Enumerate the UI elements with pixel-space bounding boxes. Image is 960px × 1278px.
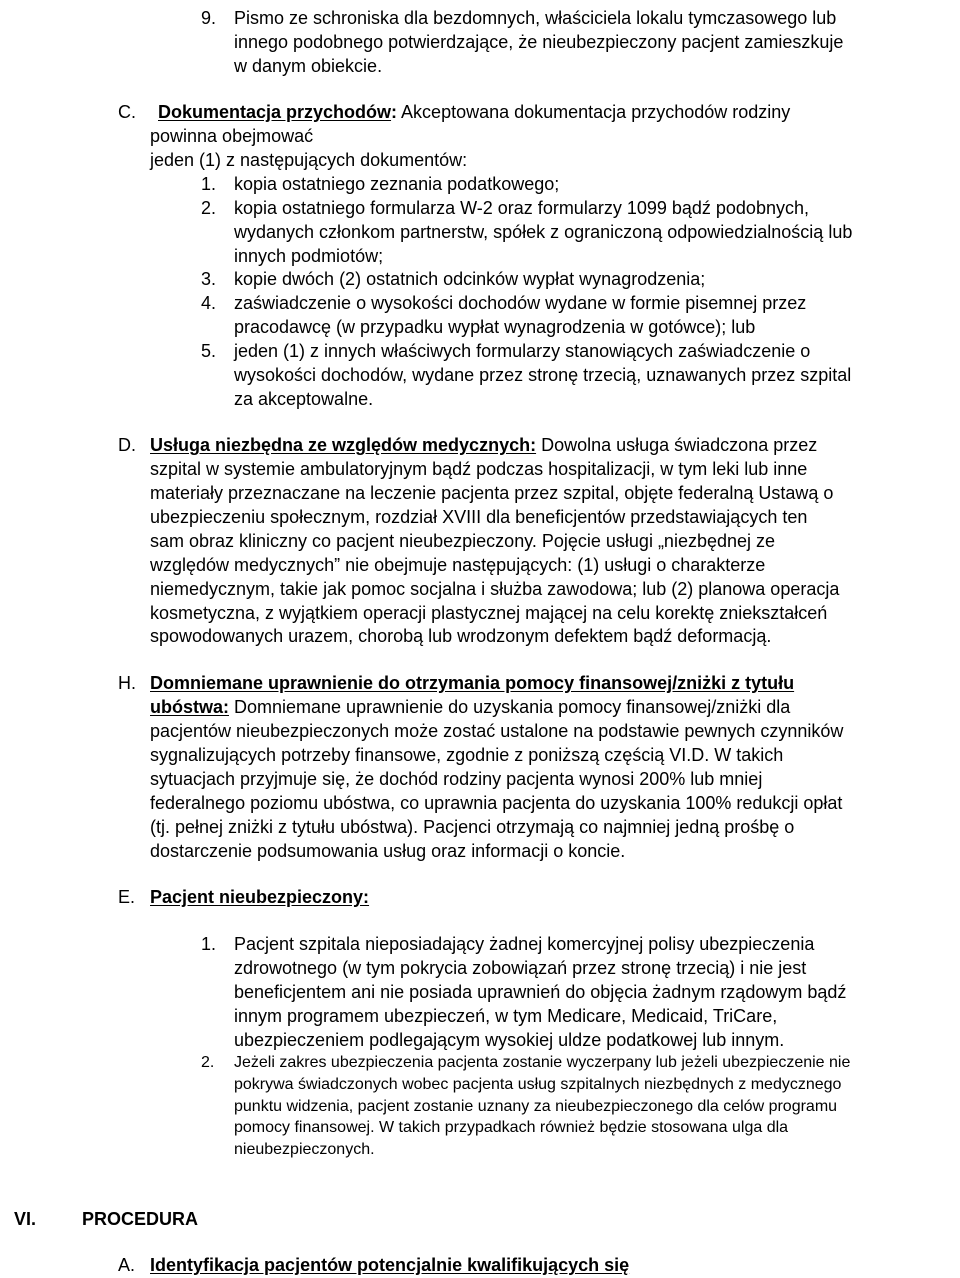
c-item-3-number: 3. xyxy=(201,269,217,289)
c-item-1-number: 1. xyxy=(201,174,217,194)
c-item-2-number: 2. xyxy=(201,198,217,218)
section-e-letter: E. xyxy=(118,887,136,907)
section-a-letter: A. xyxy=(118,1255,136,1275)
section-d-line-7: kosmetyczna, z wyjątkiem operacji plastycznej mającej na celu korektę zniekształceń xyxy=(150,603,828,623)
section-h-heading-1: Domniemane uprawnienie do otrzymania pomocy finansowej/zniżki z tytułu xyxy=(150,673,795,693)
section-h-letter: H. xyxy=(118,673,136,693)
c-item-2-line-1: kopia ostatniego formularza W-2 oraz formularzy 1099 bądź podobnych, xyxy=(234,198,809,218)
section-d-line-3: ubezpieczeniu społecznym, rozdział XVIII dla beneficjentów przedstawiających ten xyxy=(150,507,808,527)
section-c-colon: : xyxy=(391,102,398,122)
section-h-line-3: sytuacjach przyjmuje się, że dochód rodziny pacjenta wynosi 200% lub mniej xyxy=(150,769,763,789)
e-item-1-line-5: ubezpieczeniem podlegającym wysokiej uldze podatkowej lub innym. xyxy=(234,1030,785,1050)
c-item-2-line-3: innych podmiotów; xyxy=(234,246,384,266)
e-item-2-line-1: Jeżeli zakres ubezpieczenia pacjenta zostanie wyczerpany lub jeżeli ubezpieczenie nie xyxy=(234,1054,851,1071)
c-item-4-line-1: zaświadczenie o wysokości dochodów wydane w formie pisemnej przez xyxy=(234,293,807,313)
section-a-heading: Identyfikacja pacjentów potencjalnie kwalifikujących się xyxy=(150,1255,630,1275)
section-d-line-2: materiały przeznaczane na leczenie pacjenta przez szpital, objęte federalną Ustawą o xyxy=(150,483,834,503)
c-item-2-line-2: wydanych członkom partnerstw, spółek z ograniczoną odpowiedzialnością lub xyxy=(234,222,853,242)
c-item-3-line-1: kopie dwóch (2) ostatnich odcinków wypłat wynagrodzenia; xyxy=(234,269,706,289)
section-h-line-5: (tj. pełnej zniżki z tytułu ubóstwa). Pacjenci otrzymają co najmniej jedną prośbę o xyxy=(150,817,795,837)
e-item-2-line-4: pomocy finansowej. W takich przypadkach również będzie stosowana ulga dla xyxy=(234,1119,789,1136)
section-d-line-5: względów medycznych” nie obejmuje następujących: (1) usługi o charakterze xyxy=(150,555,766,575)
section-h-line-4: federalnego poziomu ubóstwa, co uprawnia pacjenta do uzyskania 100% redukcji opłat xyxy=(150,793,843,813)
section-h-heading-2: ubóstwa: xyxy=(150,697,229,717)
e-item-1-line-4: innym programem ubezpieczeń, w tym Medicare, Medicaid, TriCare, xyxy=(234,1006,778,1026)
section-e-heading: Pacjent nieubezpieczony: xyxy=(150,887,370,907)
e-item-1-number: 1. xyxy=(201,934,217,954)
item-9-line-2: innego podobnego potwierdzające, że nieubezpieczony pacjent zamieszkuje xyxy=(234,32,844,52)
e-item-2-line-5: nieubezpieczonych. xyxy=(234,1141,375,1158)
section-c-letter: C. xyxy=(118,102,136,122)
c-item-1-line-1: kopia ostatniego zeznania podatkowego; xyxy=(234,174,560,194)
e-item-2-number: 2. xyxy=(201,1054,215,1071)
section-c-line-1: powinna obejmować xyxy=(150,126,314,146)
section-d-heading: Usługa niezbędna ze względów medycznych: xyxy=(150,435,537,455)
e-item-1-line-1: Pacjent szpitala nieposiadający żadnej komercyjnej polisy ubezpieczenia xyxy=(234,934,815,954)
section-c-line-2: jeden (1) z następujących dokumentów: xyxy=(150,150,468,170)
section-d-letter: D. xyxy=(118,435,136,455)
c-item-5-line-1: jeden (1) z innych właściwych formularzy stanowiących zaświadczenie o xyxy=(234,341,811,361)
c-item-5-number: 5. xyxy=(201,341,217,361)
e-item-1-line-2: zdrowotnego (w tym pokrycia zobowiązań przez stronę trzecią) i nie jest xyxy=(234,958,807,978)
section-c-heading: Dokumentacja przychodów xyxy=(158,102,392,122)
c-item-5-line-2: wysokości dochodów, wydane przez stronę trzecią, uznawanych przez szpital xyxy=(234,365,852,385)
section-c-lead: Akceptowana dokumentacja przychodów rodziny xyxy=(397,102,791,122)
section-h-line-2: sygnalizujących potrzeby finansowe, zgodnie z poniższą częścią VI.D. W takich xyxy=(150,745,784,765)
section-d-line-1: szpital w systemie ambulatoryjnym bądź podczas hospitalizacji, w tym leki lub inne xyxy=(150,459,808,479)
section-h-second-line xyxy=(150,698,790,716)
e-item-1-line-3: beneficjentem ani nie posiada uprawnień do objęcia żadnym rządowym bądź xyxy=(234,982,847,1002)
section-vi-number: VI. xyxy=(14,1209,37,1229)
c-item-5-line-3: za akceptowalne. xyxy=(234,389,374,409)
e-item-2-line-3: punktu widzenia, pacjent zostanie uznany za nieubezpieczonego dla celów programu xyxy=(234,1098,838,1115)
section-d-line-6: niemedycznym, takie jak pomoc socjalna i służba zawodowa; lub (2) planowa operacja xyxy=(150,579,840,599)
section-h-lead: Domniemane uprawnienie do uzyskania pomocy finansowej/zniżki dla xyxy=(229,697,791,717)
section-d-first-line xyxy=(150,436,817,454)
section-h-line-6: dostarczenie podsumowania usług oraz informacji o koncie. xyxy=(150,841,626,861)
section-d-lead: Dowolna usługa świadczona przez xyxy=(536,435,818,455)
c-item-4-line-2: pracodawcę (w przypadku wypłat wynagrodzenia w gotówce); lub xyxy=(234,317,756,337)
section-vi-heading: PROCEDURA xyxy=(82,1209,199,1229)
section-h-line-1: pacjentów nieubezpieczonych może zostać ustalone na podstawie pewnych czynników xyxy=(150,721,844,741)
e-item-2-line-2: pokrywa świadczonych wobec pacjenta usług szpitalnych niezbędnych z medycznego xyxy=(234,1076,842,1093)
section-d-line-4: sam obraz kliniczny co pacjent nieubezpieczony. Pojęcie usługi „niezbędnej ze xyxy=(150,531,776,551)
section-c-first-line xyxy=(150,103,790,121)
item-9-line-1: Pismo ze schroniska dla bezdomnych, właściciela lokalu tymczasowego lub xyxy=(234,8,837,28)
section-d-line-8: spowodowanych urazem, chorobą lub wrodzonym defektem bądź deformacją. xyxy=(150,626,772,646)
item-9-line-3: w danym obiekcie. xyxy=(234,56,383,76)
c-item-4-number: 4. xyxy=(201,293,217,313)
item-9-number: 9. xyxy=(201,8,217,28)
